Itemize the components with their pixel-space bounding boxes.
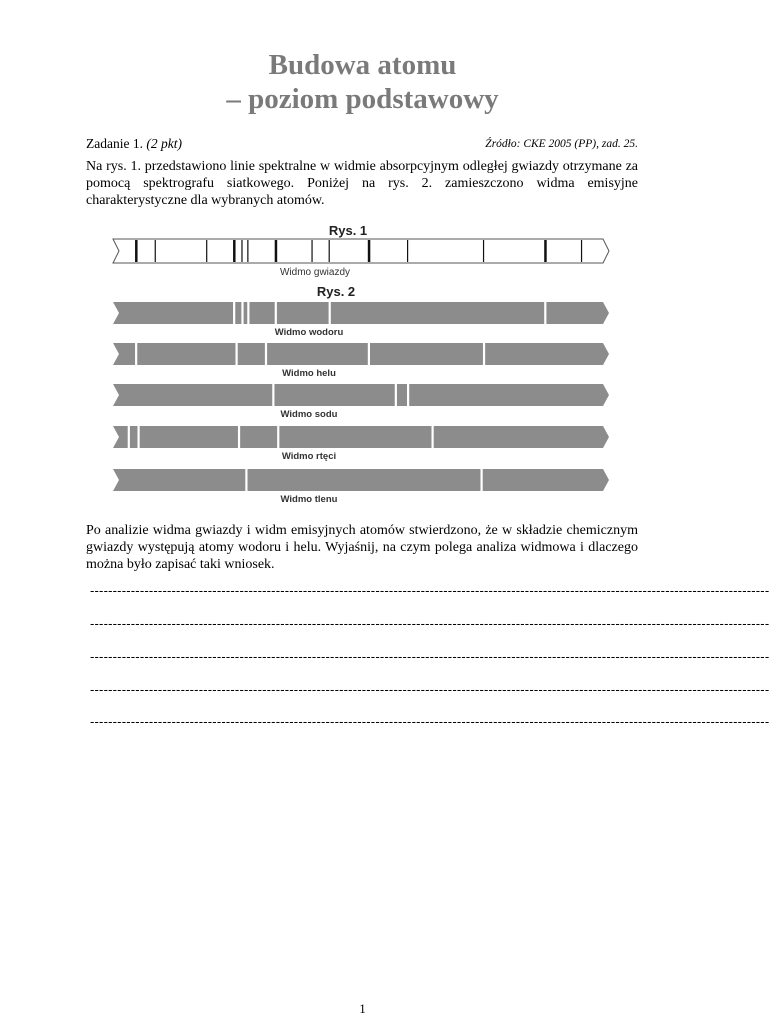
emission-caption: Widmo sodu [280,409,338,420]
emission-line [138,426,140,448]
emission-line [275,302,277,324]
emission-line [432,426,434,448]
star-absorption-line [206,240,207,262]
page-subtitle: – poziom podstawowy [226,83,499,115]
star-absorption-line [544,240,547,262]
answer-line[interactable]: ------------------------------------------------------------------------------------------------------------------------------------------------------ [90,616,769,631]
emission-caption: Widmo helu [282,368,336,379]
task-label [86,136,182,152]
task-intro: Na rys. 1. przedstawiono linie spektralne w widmie absorpcyjnym odległej gwiazdy otrzymane za pomocą spektrografu siatkowego. Poniżej na rys. 2. zamieszczono widma emisyjne charakterystyczne dla wybranych atomów. [86,159,638,208]
emission-line [481,469,483,491]
emission-line [238,426,240,448]
emission-line [128,426,130,448]
emission-line [407,384,409,406]
star-absorption-line [311,240,312,262]
star-absorption-line [581,240,582,262]
emission-line [241,302,243,324]
answer-line[interactable]: ------------------------------------------------------------------------------------------------------------------------------------------------------ [90,682,769,697]
answer-line[interactable]: ------------------------------------------------------------------------------------------------------------------------------------------------------ [90,649,769,664]
star-absorption-line [407,240,408,262]
task-source: Źródło: CKE 2005 (PP), zad. 25. [485,138,638,150]
star-absorption-line [135,240,138,262]
star-absorption-line [247,240,248,262]
emission-line [395,384,397,406]
emission-line [272,384,274,406]
emission-line [277,426,279,448]
emission-line [544,302,546,324]
spectra-figure [105,219,625,514]
emission-line [236,343,238,365]
star-absorption-line [329,240,330,262]
emission-band [113,302,609,324]
star-caption: Widmo gwiazdy [279,267,351,278]
emission-band [113,426,609,448]
task-number: Zadanie 1. [86,136,147,151]
emission-line [329,302,331,324]
star-absorption-line [233,240,236,262]
emission-line [483,343,485,365]
emission-line [135,343,137,365]
emission-line [233,302,235,324]
emission-line [368,343,370,365]
emission-caption: Widmo wodoru [274,327,344,338]
emission-band [113,384,609,406]
task-points: (2 pkt) [146,136,182,151]
emission-caption: Widmo rtęci [281,451,337,462]
star-absorption-line [368,240,371,262]
emission-caption: Widmo tlenu [280,494,338,505]
star-band-outline [113,239,609,263]
rys1-title: Rys. 1 [328,223,368,238]
star-absorption-line [275,240,278,262]
task-question: Po analizie widma gwiazdy i widm emisyjnych atomów stwierdzono, że w składzie chemicznym gwiazdy występują atomy wodoru i helu. Wyjaśnij, na czym polega analiza widmowa i dlaczego można było zapisać taki wniosek. [86,523,638,572]
emission-line [245,469,247,491]
rys2-title: Rys. 2 [316,284,356,299]
page-title: Budowa atomu [268,49,457,81]
task-header [86,136,638,154]
star-absorption-line [155,240,156,262]
emission-line [247,302,249,324]
answer-line[interactable]: ------------------------------------------------------------------------------------------------------------------------------------------------------ [90,583,769,598]
star-spectrum [113,239,609,263]
emission-band [113,343,609,365]
star-absorption-line [483,240,484,262]
emission-band [113,469,609,491]
emission-line [265,343,267,365]
answer-line[interactable]: ------------------------------------------------------------------------------------------------------------------------------------------------------ [90,714,769,729]
star-absorption-line [241,240,242,262]
page-number: 1 [359,1001,366,1016]
